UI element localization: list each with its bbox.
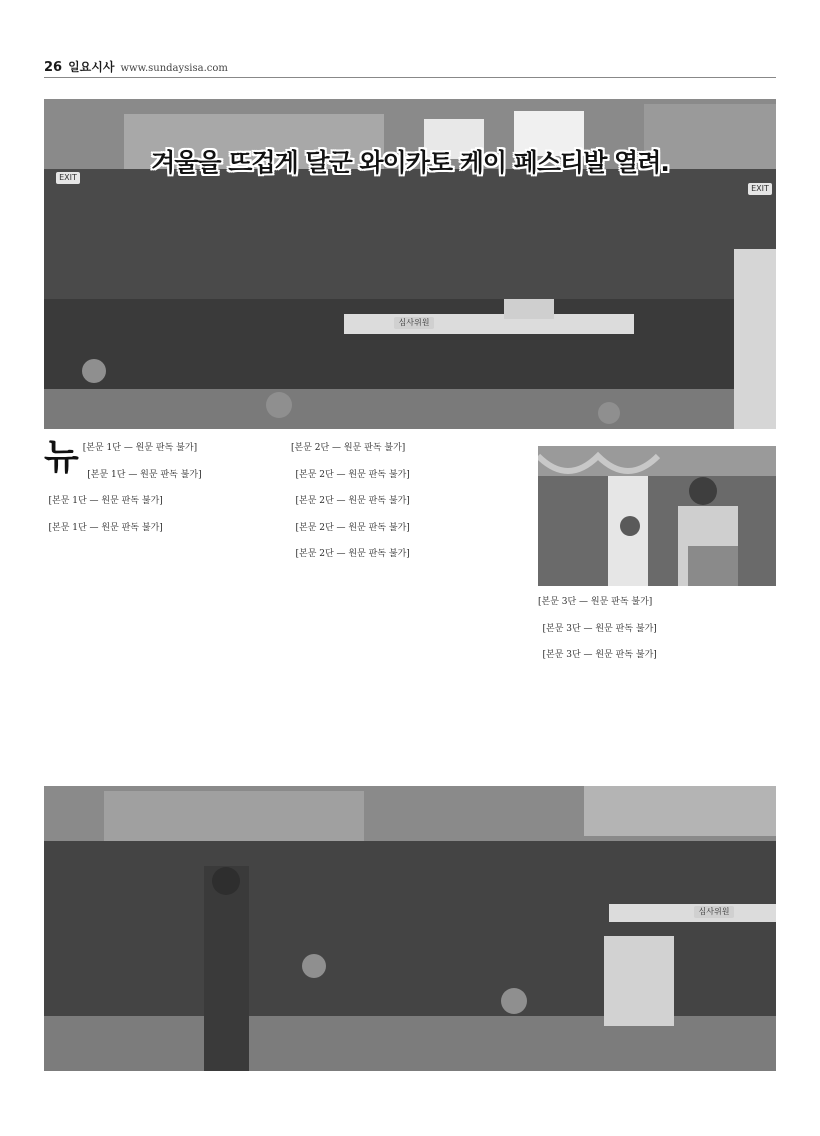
publication-url: www.sundaysisa.com bbox=[120, 63, 228, 74]
bottom-photo bbox=[44, 786, 776, 1071]
page-number: 26 bbox=[44, 60, 63, 75]
judges-sign: 심사위원 bbox=[394, 317, 434, 329]
header-rule bbox=[44, 77, 776, 78]
article-dropcap: 뉴 bbox=[44, 437, 79, 478]
article-paragraph: [본문 1단 — 원문 판독 불가] bbox=[87, 469, 202, 480]
article-paragraph: [본문 3단 — 원문 판독 불가] bbox=[538, 597, 653, 607]
article-paragraph: [본문 2단 — 원문 판독 불가] bbox=[295, 469, 410, 480]
article-paragraph: [본문 3단 — 원문 판독 불가] bbox=[542, 623, 657, 634]
article-paragraph: [본문 1단 — 원문 판독 불가] bbox=[48, 522, 163, 533]
article-paragraph: [본문 2단 — 원문 판독 불가] bbox=[295, 522, 410, 533]
article-headline: 겨울을 뜨겁게 달군 와이카토 케이 페스티발 열려. bbox=[151, 148, 669, 177]
article-column-2 bbox=[291, 442, 523, 772]
top-photo bbox=[44, 99, 776, 429]
inset-photo-image bbox=[538, 446, 776, 586]
judges-sign-bottom: 심사위원 bbox=[694, 906, 734, 918]
exit-sign-left: EXIT bbox=[56, 172, 80, 184]
article-paragraph: [본문 2단 — 원문 판독 불가] bbox=[291, 443, 406, 453]
article-paragraph: [본문 2단 — 원문 판독 불가] bbox=[295, 496, 410, 506]
article-paragraph: [본문 3단 — 원문 판독 불가] bbox=[542, 650, 657, 660]
article-paragraph: [본문 1단 — 원문 판독 불가] bbox=[48, 496, 163, 506]
publication-name: 일요시사 bbox=[68, 60, 115, 74]
inset-photo bbox=[538, 446, 776, 586]
article-paragraph: [본문 2단 — 원문 판독 불가] bbox=[295, 549, 410, 559]
masthead bbox=[44, 58, 228, 76]
article-column-3 bbox=[538, 596, 776, 772]
article-paragraph: [본문 1단 — 원문 판독 불가] bbox=[82, 443, 198, 453]
article-column-1 bbox=[44, 437, 276, 772]
bottom-photo-image bbox=[44, 786, 776, 1071]
exit-sign-right: EXIT bbox=[748, 183, 772, 195]
